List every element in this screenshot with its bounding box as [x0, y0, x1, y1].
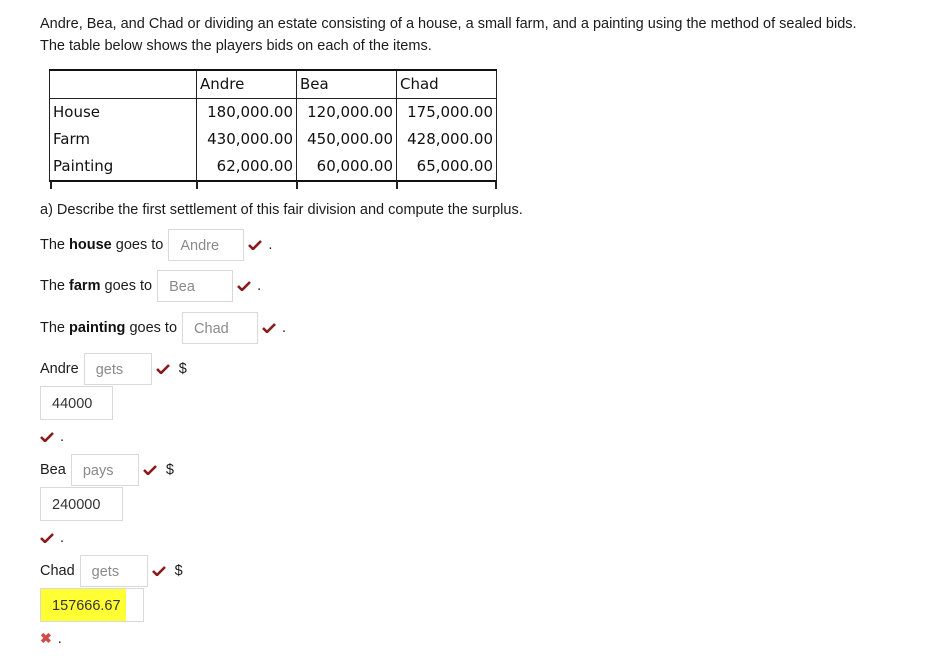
intro-line-1: Andre, Bea, and Chad or dividing an estate consisting of a house, a small farm, and a painting using the method of sealed bids. [40, 16, 857, 32]
dollar-sign: $ [174, 563, 183, 579]
the-label: The [40, 320, 65, 336]
chad-action-select[interactable]: gets [80, 555, 148, 587]
table-cut-off-row [50, 181, 497, 189]
andre-result [40, 429, 64, 445]
period: . [268, 237, 273, 253]
row-item: Painting [50, 153, 197, 181]
goes-to-label: goes to [115, 237, 164, 253]
check-icon [156, 364, 170, 374]
bea-action-select[interactable]: pays [71, 454, 139, 486]
table-border-stub [296, 181, 298, 189]
table-border-stub [196, 181, 198, 189]
check-icon [40, 432, 54, 442]
the-label: The [40, 278, 65, 294]
table-row [50, 153, 497, 181]
problem-statement [40, 13, 900, 57]
intro-line-2: The table below shows the players bids on each of the items. [40, 38, 432, 54]
player-name: Bea [40, 462, 66, 478]
bid-andre: 180,000.00 [197, 99, 297, 127]
item-label: farm [69, 278, 101, 294]
check-icon [262, 323, 276, 333]
bid-andre: 62,000.00 [197, 153, 297, 181]
check-icon [237, 281, 251, 291]
andre-line [40, 352, 187, 386]
header-blank [50, 70, 197, 99]
item-label: house [69, 237, 112, 253]
andre-amount-input[interactable]: 44000 [40, 386, 113, 420]
chad-amount-input[interactable]: 157666.67 [40, 588, 144, 622]
check-icon [248, 240, 262, 250]
house-settlement-line [40, 228, 272, 262]
player-name: Andre [40, 361, 79, 377]
house-recipient-select[interactable]: Andre [168, 229, 244, 261]
the-label: The [40, 237, 65, 253]
table-border-stub [396, 181, 398, 189]
goes-to-label: goes to [104, 278, 153, 294]
bid-bea: 60,000.00 [297, 153, 397, 181]
bids-table [49, 69, 497, 182]
table-border-stub [50, 181, 52, 189]
bid-bea: 120,000.00 [297, 99, 397, 127]
question-a: a) Describe the first settlement of this fair division and compute the surplus. [40, 202, 523, 218]
row-item: Farm [50, 126, 197, 153]
chad-line [40, 554, 183, 588]
bid-chad: 65,000.00 [397, 153, 497, 181]
period: . [60, 429, 65, 445]
bid-chad: 175,000.00 [397, 99, 497, 127]
row-item: House [50, 99, 197, 127]
dollar-sign: $ [178, 361, 187, 377]
period: . [282, 320, 287, 336]
bid-chad: 428,000.00 [397, 126, 497, 153]
bid-andre: 430,000.00 [197, 126, 297, 153]
check-icon [152, 566, 166, 576]
painting-settlement-line [40, 311, 286, 345]
bid-bea: 450,000.00 [297, 126, 397, 153]
table-border-stub [495, 181, 497, 189]
period: . [57, 630, 62, 647]
period: . [257, 278, 262, 294]
bea-amount-input[interactable]: 240000 [40, 487, 123, 521]
farm-settlement-line [40, 269, 261, 303]
bea-line [40, 453, 174, 487]
header-chad: Chad [397, 70, 497, 99]
header-andre: Andre [197, 70, 297, 99]
cross-icon: ✖ [40, 630, 52, 646]
chad-result [40, 630, 62, 647]
goes-to-label: goes to [129, 320, 178, 336]
dollar-sign: $ [165, 462, 174, 478]
item-label: painting [69, 320, 126, 336]
table-row [50, 126, 497, 153]
period: . [60, 530, 65, 546]
andre-action-select[interactable]: gets [84, 353, 152, 385]
bea-result [40, 530, 64, 546]
table-header-row [50, 70, 497, 99]
header-bea: Bea [297, 70, 397, 99]
check-icon [143, 465, 157, 475]
painting-recipient-select[interactable]: Chad [182, 312, 258, 344]
check-icon [40, 533, 54, 543]
farm-recipient-select[interactable]: Bea [157, 270, 233, 302]
table-row [50, 99, 497, 127]
player-name: Chad [40, 563, 75, 579]
